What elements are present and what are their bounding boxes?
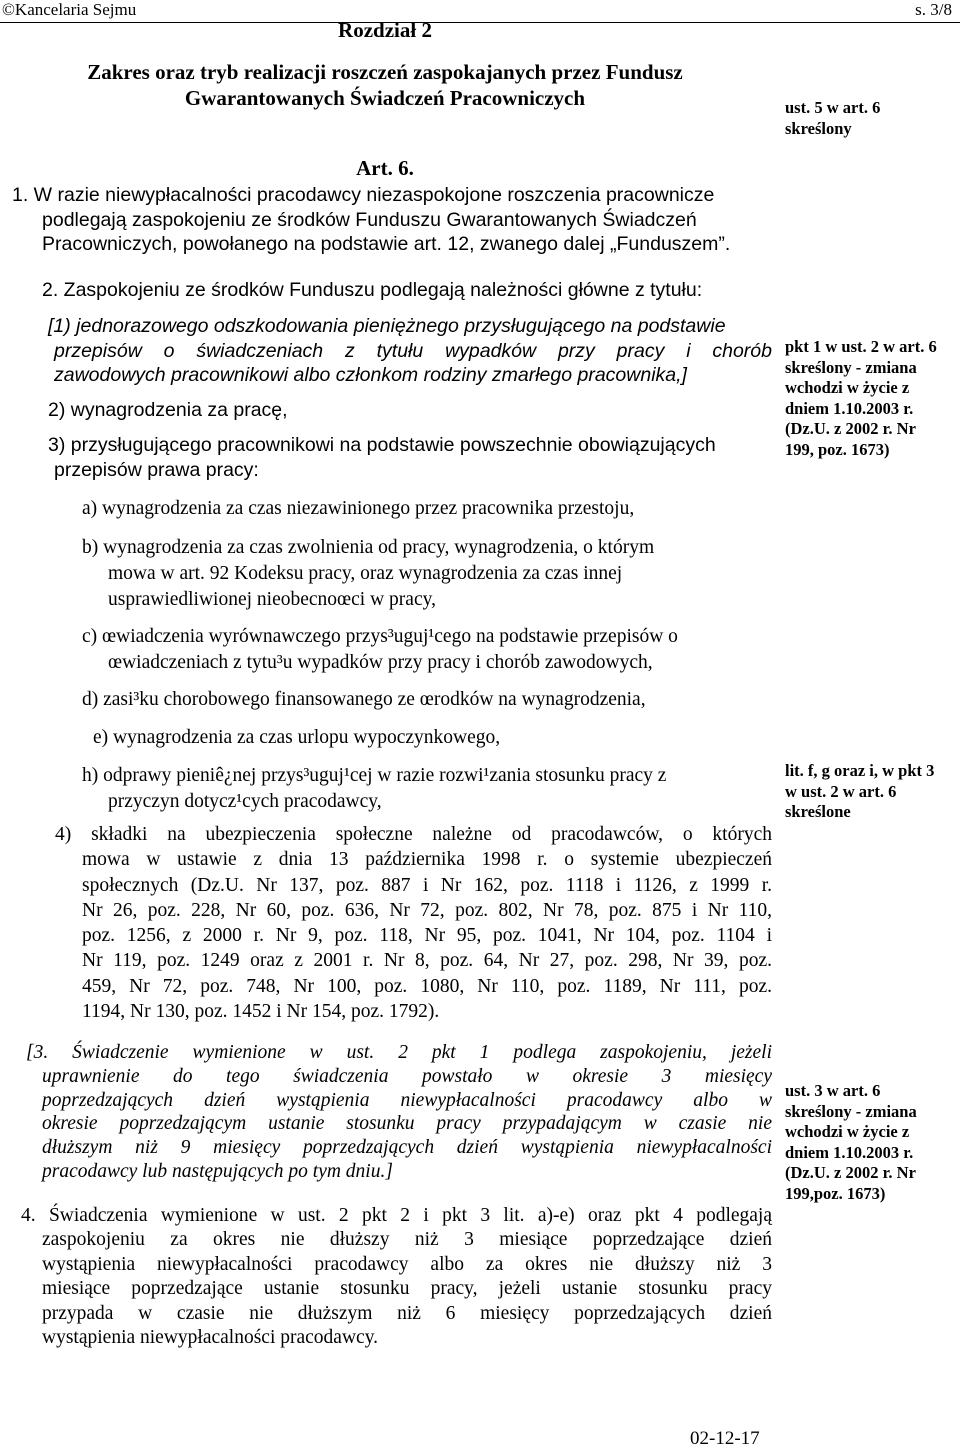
margin-note-4-line-5: (Dz.U. z 2002 r. Nr xyxy=(785,1163,916,1182)
letter-b-line-3: usprawiedliwionej nieobecnoœci w pracy, xyxy=(108,589,436,610)
point-1 xyxy=(48,314,772,388)
letter-h-line-2: przyczyn dotycz¹cych pracodawcy, xyxy=(108,791,382,812)
article-number: Art. 6. xyxy=(356,156,414,180)
paragraph-4-line-2: zaspokojeniu za okres nie dłuższy niż 3 miesiące poprzedzające dzień xyxy=(42,1229,772,1251)
paragraph-4-line-4: miesiące poprzedzające ustanie stosunku pracy, jeżeli ustanie stosunku pracy xyxy=(42,1278,772,1300)
point-4-line-1: 4) składki na ubezpieczenia społeczne należne od pracodawców, o których xyxy=(55,824,772,845)
chapter-number: Rozdział 2 xyxy=(338,18,432,42)
letter-c-line-2: œwiadczeniach z tytu³u wypadków przy pracy i chorób zawodowych, xyxy=(108,652,653,673)
margin-note-4-line-6: 199,poz. 1673) xyxy=(785,1183,886,1203)
paragraph-4 xyxy=(21,1204,772,1350)
margin-note-2-line-6: 199, poz. 1673) xyxy=(785,439,890,459)
letter-b xyxy=(82,535,772,613)
point-3 xyxy=(48,433,772,482)
point-4-line-2: mowa w ustawie z dnia 13 października 1998 r. o systemie ubezpieczeń xyxy=(82,849,772,871)
point-4-line-5: poz. 1256, z 2000 r. Nr 9, poz. 118, Nr 95, poz. 1041, Nr 104, poz. 1104 i xyxy=(82,925,772,947)
point-1-line-2: przepisów o świadczeniach z tytułu wypadków przy pracy i chorób xyxy=(54,339,772,362)
margin-note-3 xyxy=(785,761,960,823)
margin-note-2-line-4: dniem 1.10.2003 r. xyxy=(785,398,914,418)
paragraph-4-line-6: wystąpienia niewypłacalności pracodawcy. xyxy=(42,1327,379,1349)
letter-c-line-1: c) œwiadczenia wyrównawczego przys³uguj¹cego na podstawie przepisów o xyxy=(82,626,678,647)
paragraph-1-line-3: Pracowniczych, powołanego na podstawie art. 12, zwanego dalej „Funduszem”. xyxy=(42,233,731,255)
point-4-line-3: społecznych (Dz.U. Nr 137, poz. 887 i Nr 162, poz. 1118 i 1126, z 1999 r. xyxy=(82,874,772,896)
margin-note-3-line-2: w ust. 2 w art. 6 xyxy=(785,781,897,801)
margin-note-3-line-1: lit. f, g oraz i, w pkt 3 xyxy=(785,761,935,780)
margin-note-2 xyxy=(785,337,960,460)
margin-note-4-line-2: skreślony - zmiana xyxy=(785,1101,917,1121)
paragraph-2: 2. Zaspokojeniu ze środków Funduszu podlegają należności główne z tytułu: xyxy=(42,279,703,301)
paragraph-3-line-1: [3. Świadczenie wymienione w ust. 2 pkt 1 podlega zaspokojeniu, jeżeli xyxy=(26,1042,772,1063)
paragraph-4-line-1: 4. Świadczenia wymienione w ust. 2 pkt 2 i pkt 3 lit. a)-e) oraz pkt 4 podlegają xyxy=(21,1205,772,1226)
margin-note-4-line-4: dniem 1.10.2003 r. xyxy=(785,1142,914,1162)
paragraph-4-line-3: wystąpienia niewypłacalności pracodawcy albo za okres nie dłuższy niż 3 xyxy=(42,1253,772,1275)
footer-date: 02-12-17 xyxy=(690,1428,760,1449)
margin-note-4-line-1: ust. 3 w art. 6 xyxy=(785,1081,881,1100)
point-4 xyxy=(55,822,772,1024)
margin-note-1-line-2: skreślony xyxy=(785,118,852,138)
point-1-line-3: zawodowych pracownikowi albo członkom rodziny zmarłego pracownika,] xyxy=(54,364,687,386)
paragraph-1-line-2: podlegają zaspokojeniu ze środków Funduszu Gwarantowanych Świadczeń xyxy=(42,208,697,231)
margin-note-1-line-1: ust. 5 w art. 6 xyxy=(785,98,881,117)
letter-e: e) wynagrodzenia za czas urlopu wypoczynkowego, xyxy=(93,727,501,748)
point-3-line-2: przepisów prawa pracy: xyxy=(54,458,259,481)
point-4-line-7: 459, Nr 72, poz. 748, Nr 100, poz. 1080, Nr 110, poz. 1189, Nr 111, poz. xyxy=(82,975,772,997)
margin-note-2-line-3: wchodzi w życie z xyxy=(785,378,910,397)
page-number: s. 3/8 xyxy=(915,0,952,19)
paragraph-3-line-5: dłuższym niż 9 miesięcy poprzedzających dzień wystąpienia niewypłacalności xyxy=(42,1137,772,1159)
margin-note-4-line-3: wchodzi w życie z xyxy=(785,1122,910,1141)
letter-h xyxy=(82,763,772,815)
letter-b-line-2: mowa w art. 92 Kodeksu pracy, oraz wynagrodzenia za czas innej xyxy=(108,563,623,584)
margin-note-2-line-2: skreślony - zmiana xyxy=(785,357,917,377)
letter-c xyxy=(82,624,772,676)
copyright-label: ©Kancelaria Sejmu xyxy=(2,0,137,19)
margin-note-2-line-5: (Dz.U. z 2002 r. Nr xyxy=(785,419,916,438)
paragraph-1 xyxy=(12,183,772,257)
margin-note-3-line-3: skreślone xyxy=(785,802,851,821)
chapter-title-line-1: Zakres oraz tryb realizacji roszczeń zaspokajanych przez Fundusz xyxy=(87,60,683,84)
letter-h-line-1: h) odprawy pieniê¿nej przys³uguj¹cej w razie rozwi¹zania stosunku pracy z xyxy=(82,765,667,786)
margin-note-4 xyxy=(785,1081,960,1204)
letter-d: d) zasi³ku chorobowego finansowanego ze œrodków na wynagrodzenia, xyxy=(82,689,646,710)
paragraph-3 xyxy=(26,1041,772,1184)
point-3-line-1: 3) przysługującego pracownikowi na podstawie powszechnie obowiązujących xyxy=(48,434,716,456)
paragraph-3-line-6: pracodawcy lub następujących po tym dniu.] xyxy=(42,1160,393,1182)
point-4-line-4: Nr 26, poz. 228, Nr 60, poz. 636, Nr 72, poz. 802, Nr 78, poz. 875 i Nr 110, xyxy=(82,899,772,921)
chapter-title-line-2: Gwarantowanych Świadczeń Pracowniczych xyxy=(184,86,586,110)
margin-note-1 xyxy=(785,98,960,139)
paragraph-1-line-1: 1. W razie niewypłacalności pracodawcy niezaspokojone roszczenia pracownicze xyxy=(12,184,715,206)
margin-note-2-line-1: pkt 1 w ust. 2 w art. 6 xyxy=(785,337,937,356)
letter-a: a) wynagrodzenia za czas niezawinionego przez pracownika przestoju, xyxy=(82,498,635,519)
point-1-line-1: [1) jednorazowego odszkodowania pieniężnego przysługującego na podstawie xyxy=(48,315,726,337)
point-2: 2) wynagrodzenia za pracę, xyxy=(48,399,288,421)
letter-b-line-1: b) wynagrodzenia za czas zwolnienia od pracy, wynagrodzenia, o którym xyxy=(82,537,655,558)
paragraph-3-line-2: uprawnienie do tego świadczenia powstało w okresie 3 miesięcy xyxy=(42,1065,772,1087)
paragraph-3-line-4: okresie poprzedzającym ustanie stosunku pracy przypadającym w czasie nie xyxy=(42,1113,772,1135)
paragraph-4-line-5: przypada w czasie nie dłuższym niż 6 miesięcy poprzedzających dzień xyxy=(42,1302,772,1324)
paragraph-3-line-3: poprzedzających dzień wystąpienia niewypłacalności pracodawcy albo w xyxy=(42,1089,772,1111)
point-4-line-6: Nr 119, poz. 1249 oraz z 2001 r. Nr 8, poz. 64, Nr 27, poz. 298, Nr 39, poz. xyxy=(82,950,772,972)
point-4-line-8: 1194, Nr 130, poz. 1452 i Nr 154, poz. 1792). xyxy=(82,1001,440,1023)
